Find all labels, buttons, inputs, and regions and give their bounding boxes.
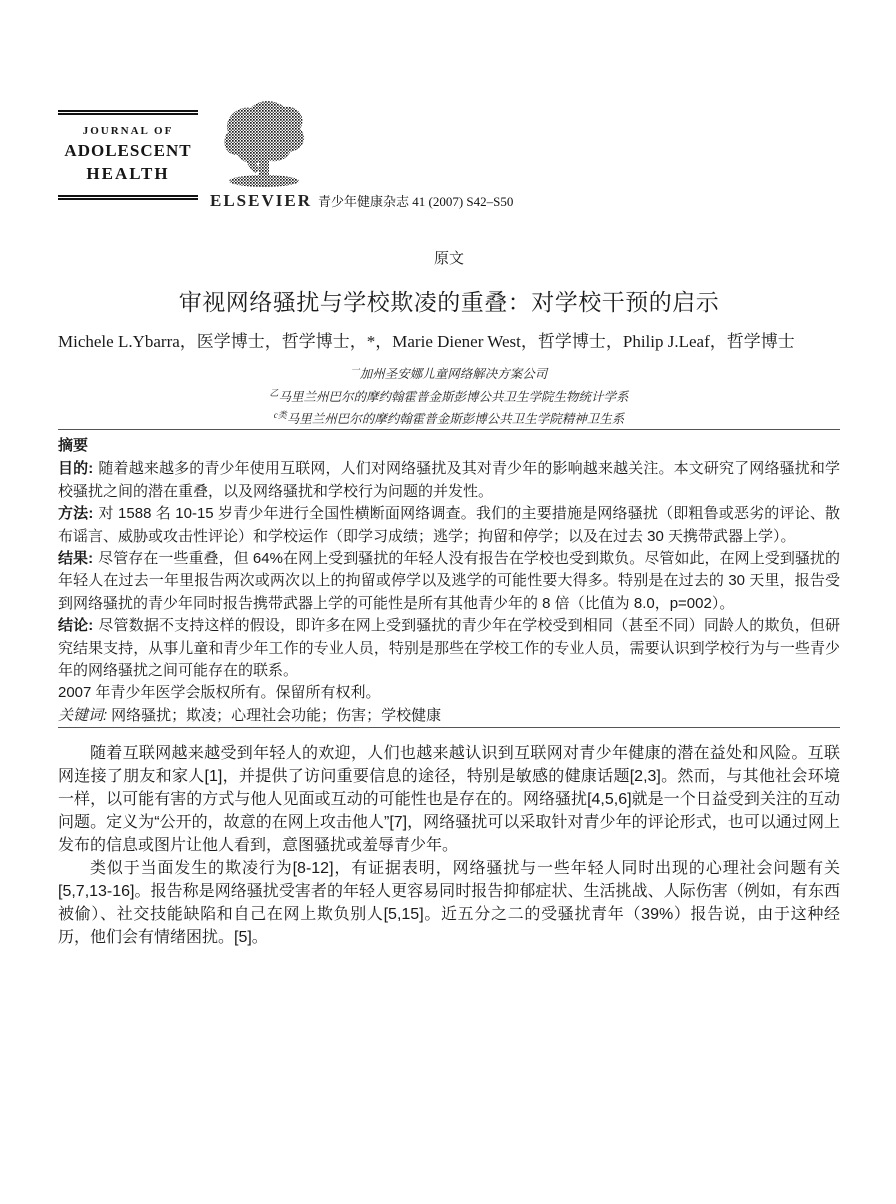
affiliation-2 (58, 384, 840, 407)
abstract-methods-text: 对 1588 名 10-15 岁青少年进行全国性横断面网络调查。我们的主要措施是网络骚扰（即粗鲁或恶劣的评论、散布谣言、威胁或攻击性评论）和学校运作（即学习成绩；逃学；拘留和停学；以及在过去 30 天携带武器上学）。 (58, 505, 840, 545)
journal-logo-line3: HEALTH (86, 164, 170, 183)
article-type-label: 原文 (433, 250, 464, 267)
abstract-results-text: 尽管存在一些重叠，但 64%在网上受到骚扰的年轻人没有报告在学校也受到欺负。尽管如此，在网上受到骚扰的年轻人在过去一年里报告两次或两次以上的拘留或停学以及逃学的可能性要大得多。特别是在过去的 30 天里，报告受到网络骚扰的青少年同时报告携带武器上学的可能性是所有其他青少年的 8 倍（比值为 8.0，p=002）。 (58, 550, 840, 612)
masthead (58, 98, 840, 211)
authors-line: Michele L.Ybarra，医学博士，哲学博士，*，Marie Diener West，哲学博士，Philip J.Leaf，哲学博士 (58, 332, 795, 351)
elsevier-tree-logo-icon (210, 98, 513, 193)
journal-of-adolescent-health-logo (58, 110, 198, 200)
affiliation-1-text: 加州圣安娜儿童网络解决方案公司 (359, 367, 548, 382)
affiliations (58, 361, 840, 429)
affiliation-3-marker: c类 (273, 410, 287, 421)
abstract-objective-text: 随着越来越多的青少年使用互联网，人们对网络骚扰及其对青少年的影响越来越关注。本文研究了网络骚扰和学校骚扰之间的潜在重叠，以及网络骚扰和学校行为问题的并发性。 (58, 460, 840, 500)
abstract-methods-label: 方法: (58, 505, 94, 523)
copyright-line: 2007 年青少年医学会版权所有。保留所有权利。 (58, 684, 381, 702)
abstract-section (58, 435, 840, 727)
journal-logo-line2: ADOLESCENT (64, 141, 192, 160)
affiliation-2-text: 马里兰州巴尔的摩约翰霍普金斯彭博公共卫生学院生物统计学系 (278, 389, 629, 404)
abstract-results (58, 548, 840, 615)
abstract-heading: 摘要 (58, 436, 89, 454)
journal-citation: 青少年健康杂志 41 (2007) S42–S50 (317, 194, 514, 209)
page-title: 审视网络骚扰与学校欺凌的重叠：对学校干预的启示 (178, 289, 720, 315)
affiliation-2-marker: 乙 (269, 387, 279, 398)
abstract-methods (58, 503, 840, 548)
publisher-block (210, 98, 513, 211)
article-body (58, 742, 840, 949)
abstract-conclusions-label: 结论: (58, 617, 94, 635)
abstract-objective (58, 458, 840, 503)
body-paragraph-1: 随着互联网越来越受到年轻人的欢迎，人们也越来越认识到互联网对青少年健康的潜在益处和风险。互联网连接了朋友和家人[1]，并提供了访问重要信息的途径，特别是敏感的健康话题[2,3]。然而，与其他社会环境一样，以可能有害的方式与他人见面或互动的可能性也是存在的。网络骚扰[4,5,6]就是一个日益受到关注的互动问题。定义为“公开的，故意的在网上攻击他人”[7]，网络骚扰可以采取针对青少年的评论形式，也可以通过网上发布的信息或图片让他人看到，意图骚扰或羞辱青少年。 (58, 745, 840, 855)
elsevier-wordmark: ELSEVIER (210, 191, 312, 210)
abstract-conclusions-text: 尽管数据不支持这样的假设，即许多在网上受到骚扰的青少年在学校受到相同（甚至不同）同龄人的欺负，但研究结果支持，从事儿童和青少年工作的专业人员，特别是那些在学校工作的专业人员，需要认识到学校行为与一些青少年的网络骚扰之间可能存在的联系。 (58, 617, 840, 680)
keywords-text: 网络骚扰；欺凌；心理社会功能；伤害；学校健康 (111, 706, 442, 724)
keywords-label: 关键词: (58, 706, 108, 724)
affiliation-3 (58, 406, 840, 429)
abstract-conclusions (58, 615, 840, 682)
abstract-top-divider (58, 429, 840, 430)
affiliation-1-marker: 一 (350, 365, 360, 375)
abstract-bottom-divider (58, 727, 840, 728)
affiliation-3-text: 马里兰州巴尔的摩约翰霍普金斯彭博公共卫生学院精神卫生系 (286, 412, 625, 427)
keywords-line (58, 705, 840, 727)
body-paragraph-2: 类似于当面发生的欺凌行为[8-12]，有证据表明，网络骚扰与一些年轻人同时出现的心理社会问题有关[5,7,13-16]。报告称是网络骚扰受害者的年轻人更容易同时报告抑郁症状、生活挑战、人际伤害（例如，有东西被偷）、社交技能缺陷和自己在网上欺负别人[5,15]。近五分之二的受骚扰青年（39%）报告说，由于这种经历，他们会有情绪困扰。[5]。 (58, 860, 840, 947)
affiliation-1 (58, 361, 840, 384)
journal-logo-line1: JOURNAL OF (82, 125, 174, 137)
abstract-results-label: 结果: (58, 550, 94, 567)
abstract-objective-label: 目的: (58, 460, 94, 478)
